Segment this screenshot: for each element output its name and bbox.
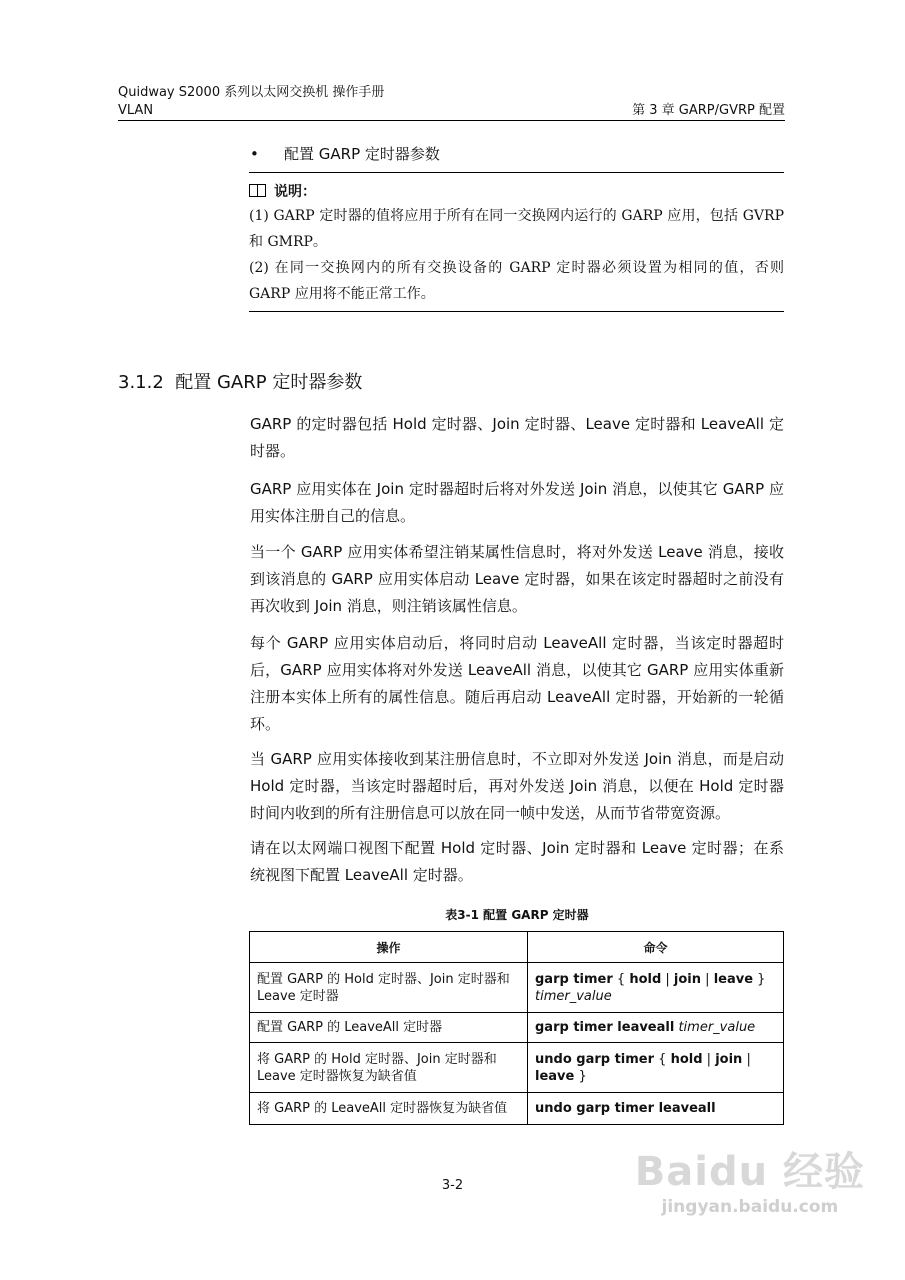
command-keyword: undo garp timer <box>535 1051 655 1067</box>
table-cell-operation: 配置 GARP 的 LeaveAll 定时器 <box>250 1013 528 1043</box>
paragraph-5: 当 GARP 应用实体接收到某注册信息时，不立即对外发送 Join 消息，而是启动 Hold 定时器，当该定时器超时后，再对外发送 Join 消息，以便在 Hold 定时器时间内收到的所有注册信息可以放在同一帧中发送，从而节省带宽资源。 <box>250 750 784 822</box>
section-number: 3.1.2 <box>118 372 164 393</box>
command-argument: timer_value <box>678 1020 756 1035</box>
command-brace: { <box>612 971 630 987</box>
paragraph-2: GARP 应用实体在 Join 定时器超时后将对外发送 Join 消息，以使其它 GARP 应用实体注册自己的信息。 <box>250 480 784 525</box>
paragraph-6: 请在以太网端口视图下配置 Hold 定时器、Join 定时器和 Leave 定时器；在系统视图下配置 LeaveAll 定时器。 <box>250 839 784 884</box>
watermark <box>635 1140 865 1217</box>
command-argument: timer_value <box>535 988 612 1004</box>
table-caption: 表3-1 配置 GARP 定时器 <box>445 908 589 922</box>
table-header-row <box>250 932 784 963</box>
table-row <box>250 1093 784 1125</box>
note-title-text: 说明： <box>274 184 316 200</box>
command-separator: | <box>701 971 714 987</box>
table-cell-operation: 将 GARP 的 LeaveAll 定时器恢复为缺省值 <box>250 1093 528 1125</box>
paragraph-1: GARP 的定时器包括 Hold 定时器、Join 定时器、Leave 定时器和 LeaveAll 定时器。 <box>250 415 784 460</box>
watermark-logo: Baidu 经验 <box>634 1149 865 1195</box>
table-row <box>250 1043 784 1093</box>
note-title <box>249 181 784 203</box>
table-row <box>250 1013 784 1043</box>
table-cell-command <box>528 1043 784 1093</box>
table-cell-operation: 配置 GARP 的 Hold 定时器、Join 定时器和 Leave 定时器 <box>250 963 528 1013</box>
command-keyword: leave <box>713 971 754 987</box>
table-row <box>250 963 784 1013</box>
command-brace: } <box>753 971 766 987</box>
paragraph-3: 当一个 GARP 应用实体希望注销某属性信息时，将对外发送 Leave 消息，接收到该消息的 GARP 应用实体启动 Leave 定时器，如果在该定时器超时之前没有再次收到 Join 消息，则注销该属性信息。 <box>250 543 784 615</box>
command-keyword: garp timer leaveall <box>535 1020 675 1035</box>
section-title: 配置 GARP 定时器参数 <box>175 372 363 393</box>
table-cell-command <box>528 1093 784 1125</box>
book-icon <box>249 184 266 197</box>
command-separator: | <box>661 971 674 987</box>
command-keyword: hold <box>670 1051 703 1067</box>
header-chapter: 第 3 章 GARP/GVRP 配置 <box>632 103 785 118</box>
table-cell-command <box>528 1013 784 1043</box>
page-number: 3-2 <box>441 1178 464 1193</box>
header-module: VLAN <box>118 103 154 118</box>
command-keyword: undo garp timer leaveall <box>535 1101 716 1116</box>
command-separator: | <box>742 1051 751 1067</box>
note-item-1: (1) GARP 定时器的值将应用于所有在同一交换网内运行的 GARP 应用，包括 GVRP 和 GMRP。 <box>249 208 784 250</box>
table-cell-operation: 将 GARP 的 Hold 定时器、Join 定时器和 Leave 定时器恢复为缺省值 <box>250 1043 528 1093</box>
command-separator: | <box>702 1051 716 1067</box>
command-keyword: leave <box>535 1068 575 1084</box>
command-table <box>249 931 784 1125</box>
paragraph-4: 每个 GARP 应用实体启动后，将同时启动 LeaveAll 定时器，当该定时器超时后，GARP 应用实体将对外发送 LeaveAll 消息，以使其它 GARP 应用实体重新注册本实体上所有的属性信息。随后再启动 LeaveAll 定时器，开始新的一轮循环。 <box>250 634 784 733</box>
column-header-command: 命令 <box>528 932 784 963</box>
table-cell-command <box>528 963 784 1013</box>
command-brace: { <box>654 1051 671 1067</box>
watermark-url: jingyan.baidu.com <box>661 1197 839 1217</box>
bullet-dot-icon: • <box>250 145 259 163</box>
command-keyword: join <box>673 971 702 987</box>
section-heading <box>118 368 362 394</box>
command-brace: } <box>574 1068 587 1084</box>
bullet-item <box>250 143 440 164</box>
header-product: Quidway S2000 系列以太网交换机 操作手册 <box>118 85 385 100</box>
command-keyword: hold <box>629 971 662 987</box>
header-divider <box>118 120 785 121</box>
column-header-operation: 操作 <box>250 932 528 963</box>
note-item-2: (2) 在同一交换网内的所有交换设备的 GARP 定时器必须设置为相同的值，否则 GARP 应用将不能正常工作。 <box>249 260 784 302</box>
command-keyword: garp timer <box>535 971 613 987</box>
note-box <box>249 172 784 312</box>
command-keyword: join <box>715 1051 743 1067</box>
bullet-text: 配置 GARP 定时器参数 <box>284 145 440 163</box>
